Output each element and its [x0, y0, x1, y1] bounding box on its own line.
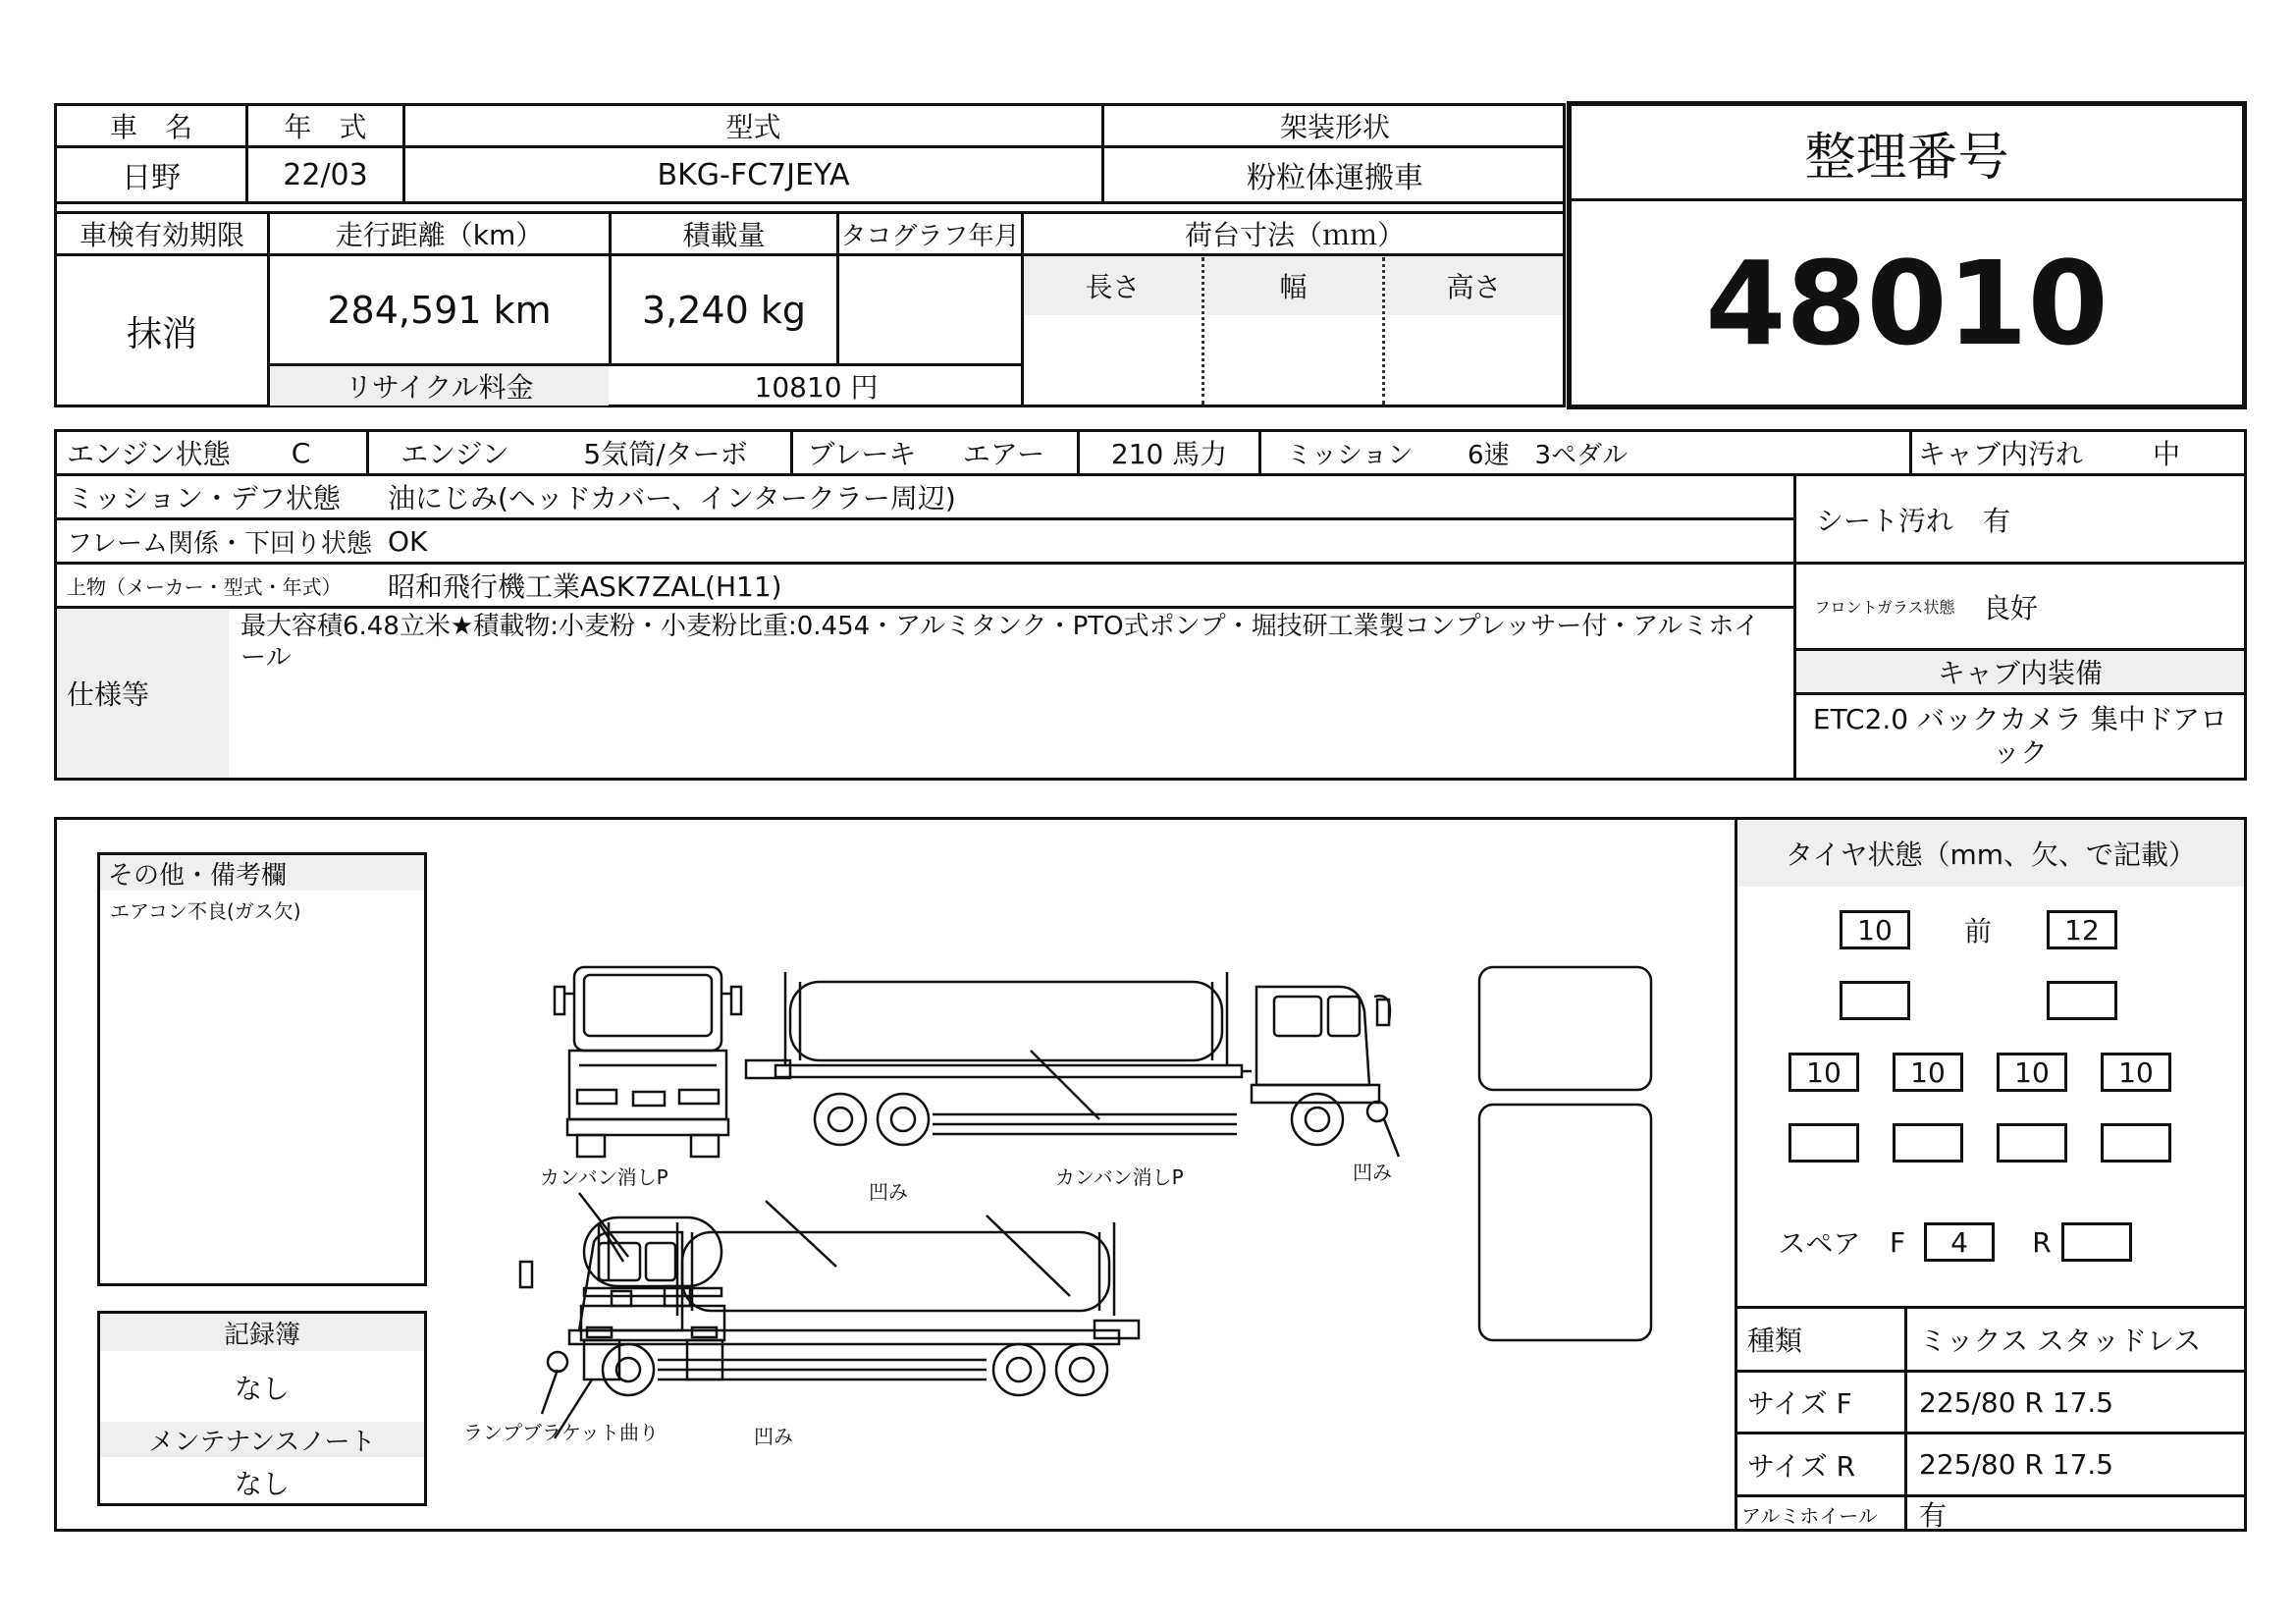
record-value: なし	[234, 1373, 290, 1405]
spare-label: スペア	[1778, 1227, 1861, 1260]
size-f-label: サイズ F	[1747, 1387, 1852, 1420]
tire-rear-6	[1893, 1123, 1963, 1163]
dent-label-1: 凹み	[869, 1180, 908, 1204]
seat-dirt-label: シート汚れ	[1815, 504, 1953, 537]
reference-number: 48010	[1705, 236, 2109, 371]
spare-f-label: F	[1889, 1225, 1906, 1259]
length-label: 長さ	[1024, 256, 1201, 315]
horsepower: 210 馬力	[1110, 438, 1228, 470]
model-label: 型式	[725, 111, 781, 143]
kanban-label-1: カンバン消しP	[540, 1165, 668, 1189]
notes-value: エアコン不良(ガス欠)	[110, 899, 301, 923]
spare-r-label: R	[2032, 1225, 2052, 1259]
tire-rear-3: 10	[1997, 1053, 2067, 1092]
tire-rear-7	[1997, 1123, 2067, 1163]
spec-value: 最大容積6.48立米★積載物:小麦粉・小麦粉比重:0.454・アルミタンク・PTO式ポンプ・堀技研工業製コンプレッサー付・アルミホイール	[240, 612, 1760, 673]
frame-label: フレーム関係・下回り状態	[67, 528, 372, 559]
reference-label: 整理番号	[1804, 128, 2009, 188]
engine-label: エンジン	[400, 438, 509, 470]
recycle-label: リサイクル料金	[270, 366, 609, 406]
year-value: 22/03	[283, 157, 368, 192]
cab-equipment-value: ETC2.0 バックカメラ 集中ドアロック	[1812, 703, 2228, 769]
aluminum-wheel-value: 有	[1919, 1499, 1948, 1532]
mission-diff-value: 油にじみ(ヘッドカバー、インタークラー周辺)	[388, 482, 956, 514]
size-f-value: 225/80 R 17.5	[1919, 1385, 2114, 1419]
upper-body-label: 上物（メーカー・型式・年式）	[67, 574, 342, 599]
tachograph-label: タコグラフ年月	[840, 221, 1020, 251]
record-label: 記録簿	[223, 1320, 300, 1350]
windshield-label: フロントガラス状態	[1814, 598, 1955, 617]
tire-rear-1: 10	[1789, 1053, 1859, 1092]
mileage-label: 走行距離（km）	[335, 219, 544, 251]
engine-state-label: エンジン状態	[67, 438, 231, 470]
tire-front-left: 10	[1840, 910, 1910, 949]
body-type-label: 架装形状	[1279, 111, 1390, 143]
tire-type-value: ミックス スタッドレス	[1919, 1325, 2202, 1357]
size-r-value: 225/80 R 17.5	[1919, 1448, 2114, 1481]
cab-dirt-label: キャブ内汚れ	[1917, 438, 2083, 470]
tire-title: タイヤ状態（mm、欠、で記載）	[1786, 839, 2196, 871]
dent-label-2: 凹み	[1353, 1161, 1392, 1184]
mission-label: ミッション	[1286, 440, 1414, 470]
dent-label-3: 凹み	[754, 1425, 793, 1448]
maintenance-value: なし	[234, 1468, 290, 1500]
size-r-label: サイズ R	[1747, 1449, 1856, 1483]
spare-f-value: 4	[1924, 1222, 1995, 1262]
tire-rear-2: 10	[1893, 1053, 1963, 1092]
vehicle-name-label: 車 名	[109, 111, 192, 143]
tire-front-right-2	[2047, 981, 2117, 1020]
recycle-fee: 10810 円	[754, 371, 879, 404]
notes-label: その他・備考欄	[108, 860, 288, 891]
kanban-label-2: カンバン消しP	[1055, 1165, 1184, 1189]
load-value: 3,240 kg	[642, 288, 806, 332]
brake-label: ブレーキ	[807, 438, 917, 470]
tire-rear-5	[1789, 1123, 1859, 1163]
width-label: 幅	[1204, 256, 1382, 315]
mission-value: 6速 3ペダル	[1468, 440, 1629, 470]
maintenance-label: メンテナンスノート	[148, 1427, 376, 1457]
truck-diagram	[452, 943, 1669, 1463]
load-label: 積載量	[682, 219, 766, 251]
upper-body-value: 昭和飛行機工業ASK7ZAL(H11)	[388, 570, 782, 603]
front-label: 前	[1963, 915, 1992, 947]
seat-dirt-value: 有	[1983, 504, 2011, 537]
vehicle-name: 日野	[122, 161, 181, 195]
body-type-value: 粉粒体運搬車	[1247, 161, 1423, 195]
truck-rear-view	[555, 1193, 724, 1438]
inspection-value: 抹消	[126, 313, 197, 354]
engine-value: 5気筒/ターボ	[583, 438, 748, 470]
frame-value: OK	[388, 524, 428, 558]
truck-side-view-right	[746, 972, 1399, 1157]
spare-r-value	[2061, 1222, 2132, 1262]
tire-rear-4: 10	[2101, 1053, 2171, 1092]
mission-diff-label: ミッション・デフ状態	[67, 482, 341, 514]
tire-type-label: 種類	[1747, 1325, 1803, 1357]
aluminum-wheel-label: アルミホイール	[1741, 1503, 1878, 1528]
brake-value: エアー	[962, 438, 1045, 470]
year-label: 年 式	[284, 111, 367, 143]
spec-label: 仕様等	[67, 678, 150, 711]
windshield-value: 良好	[1983, 591, 2039, 624]
cab-dirt-value: 中	[2152, 438, 2180, 470]
engine-state: C	[291, 436, 311, 469]
tachograph-value	[839, 256, 1021, 363]
tire-front-right: 12	[2047, 910, 2117, 949]
height-label: 高さ	[1385, 256, 1563, 315]
truck-side-view-left	[520, 1201, 1139, 1414]
tire-front-left-2	[1840, 981, 1910, 1020]
cab-equipment-label: キャブ内装備	[1796, 651, 2244, 692]
inspection-label: 車検有効期限	[79, 219, 244, 251]
truck-front-view	[555, 967, 741, 1157]
mileage-value: 284,591 km	[327, 288, 552, 332]
lamp-bracket-label: ランプブラケット曲り	[463, 1421, 659, 1444]
cargo-dimension-label: 荷台寸法（ｍｍ）	[1184, 219, 1405, 251]
tire-rear-8	[2101, 1123, 2171, 1163]
model-value: BKG-FC7JEYA	[657, 157, 850, 192]
